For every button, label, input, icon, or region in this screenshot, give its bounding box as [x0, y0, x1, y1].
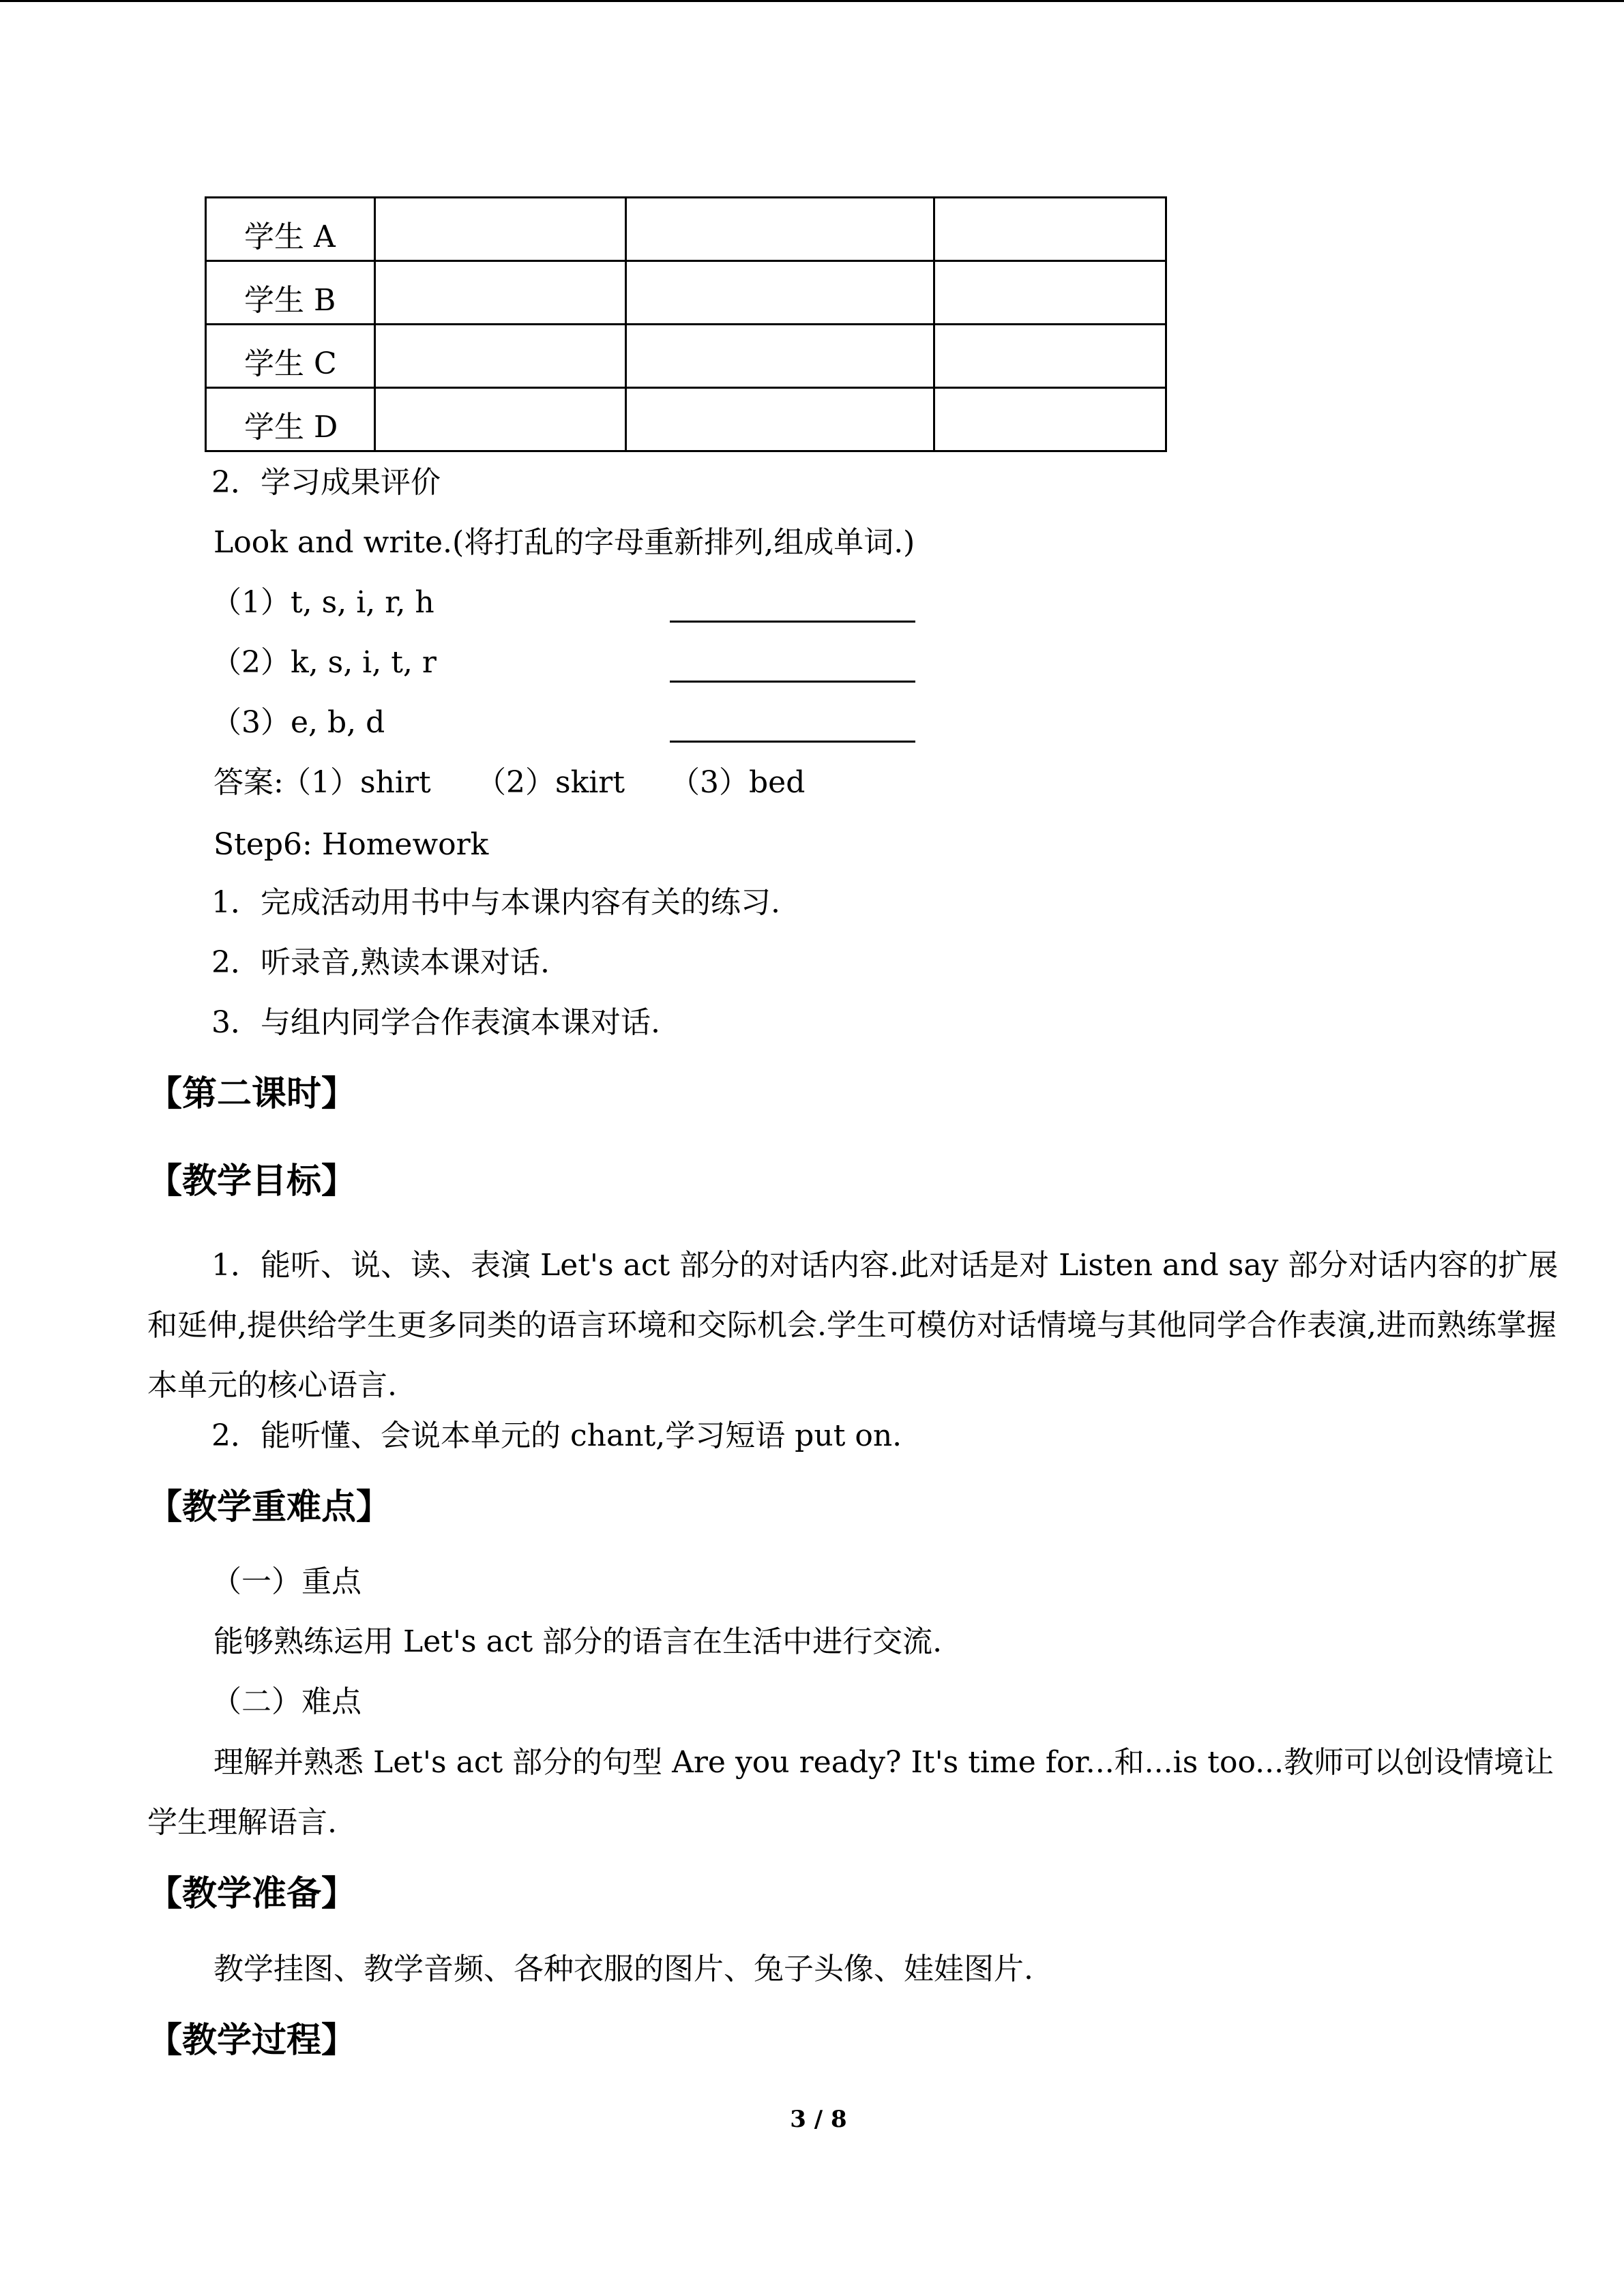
table-cell	[626, 198, 934, 261]
section-heading-key-points: 【教学重难点】	[147, 1487, 392, 1527]
table-row	[206, 198, 1398, 261]
lesson-heading: 【第二课时】	[147, 1074, 357, 1114]
key-point-label: （一）重点	[211, 1564, 361, 1599]
table-row	[206, 388, 1398, 451]
answer-label: 答案:	[213, 765, 284, 800]
homework-item: 1．完成活动用书中与本课内容有关的练习.	[211, 885, 780, 920]
preparation-text: 教学挂图、教学音频、各种衣服的图片、兔子头像、娃娃图片.	[213, 1952, 1033, 1986]
page-top-border	[0, 0, 1624, 2]
exercise-item: （3）e, b, d	[211, 705, 385, 740]
table-cell	[626, 261, 934, 325]
table-cell	[934, 198, 1166, 261]
homework-item: 3．与组内同学合作表演本课对话.	[211, 1005, 660, 1040]
table-row	[206, 325, 1398, 388]
section-heading-objectives: 【教学目标】	[147, 1161, 357, 1202]
table-cell	[375, 198, 626, 261]
table-cell	[934, 325, 1166, 388]
table-cell	[626, 325, 934, 388]
evaluation-table	[205, 196, 1399, 452]
table-cell	[375, 325, 626, 388]
table-cell	[934, 261, 1166, 325]
key-point-text: 能够熟练运用 Let's act 部分的语言在生活中进行交流.	[213, 1624, 943, 1659]
homework-title: Step6: Homework	[213, 827, 489, 862]
answer-blank	[670, 619, 915, 623]
table-cell	[375, 388, 626, 451]
homework-item: 2．听录音,熟读本课对话.	[211, 945, 550, 980]
answer-item: （3）bed	[670, 765, 806, 800]
exercise-item: （2）k, s, i, t, r	[211, 645, 437, 680]
objective-paragraph: 2．能听懂、会说本单元的 chant,学习短语 put on.	[211, 1418, 902, 1453]
answer-blank	[670, 739, 915, 743]
objective-paragraph: 1．能听、说、读、表演 Let's act 部分的对话内容.此对话是对 Listen and say 部分对话内容的扩展和延伸,提供给学生更多同类的语言环境和交际机会.学生可模仿对话情境与其他同学合作表演,进而熟练掌握本单元的核心语言.	[147, 1248, 1559, 1403]
student-name-cell: 学生 A	[206, 198, 375, 261]
student-name-cell: 学生 B	[206, 261, 375, 325]
table-cell	[934, 388, 1166, 451]
answer-item: （2）skirt	[476, 765, 625, 800]
exercise-item: （1）t, s, i, r, h	[211, 585, 434, 620]
answer-blank	[670, 679, 915, 683]
student-name-cell: 学生 D	[206, 388, 375, 451]
table-row	[206, 261, 1398, 325]
assessment-instruction: Look and write.(将打乱的字母重新排列,组成单词.)	[213, 525, 915, 560]
student-name-cell: 学生 C	[206, 325, 375, 388]
assessment-title: 2．学习成果评价	[211, 465, 441, 500]
table-cell	[375, 261, 626, 325]
section-heading-process: 【教学过程】	[147, 2021, 357, 2061]
page-number: 3 / 8	[790, 2106, 847, 2133]
answer-item: （1）shirt	[281, 765, 431, 800]
table-cell	[626, 388, 934, 451]
difficult-point-text: 理解并熟悉 Let's act 部分的句型 Are you ready? It's time for...和...is too...教师可以创设情境让学生理解语言.	[147, 1745, 1554, 1840]
section-heading-preparation: 【教学准备】	[147, 1874, 357, 1914]
difficult-point-label: （二）难点	[211, 1684, 361, 1719]
